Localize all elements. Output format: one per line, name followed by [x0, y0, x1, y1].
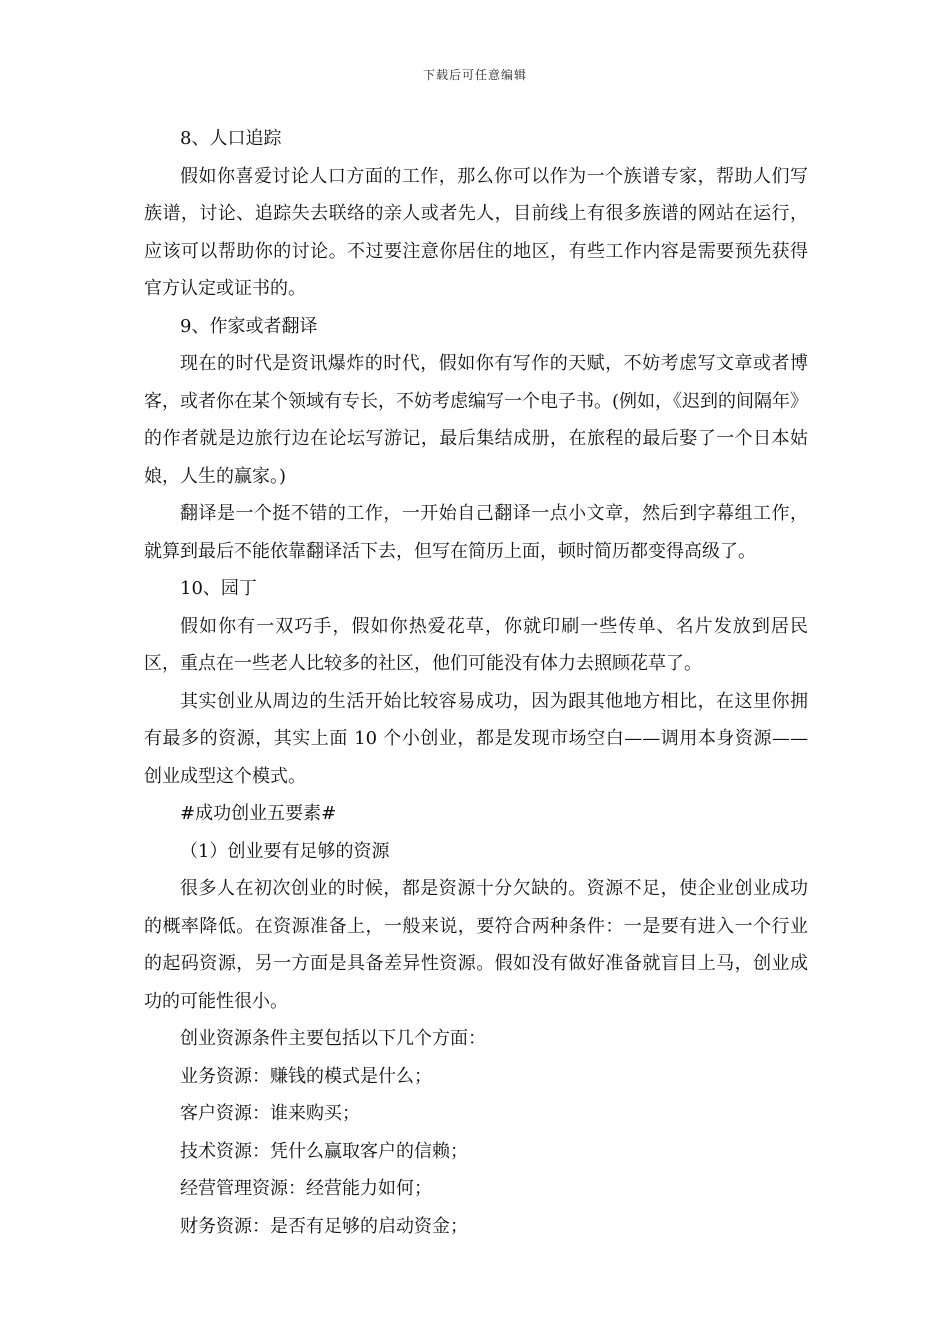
heading-gardener: 10、园丁 — [180, 578, 257, 599]
heading-population-tracking: 8、人口追踪 — [180, 128, 282, 149]
paragraph-genealogy: 假如你喜爱讨论人口方面的工作，那么你可以作为一个族谱专家，帮助人们写族谱，讨论、追踪失去联络的亲人或者先人，目前线上有很多族谱的网站在运行，应该可以帮助你的讨论。不过要注意你居住的地区，有些工作内容是需要预先获得官方认定或证书的。 — [144, 165, 808, 299]
paragraph-summary: 其实创业从周边的生活开始比较容易成功，因为跟其他地方相比，在这里你拥有最多的资源，其实上面 10 个小创业，都是发现市场空白——调用本身资源——创业成型这个模式。 — [144, 690, 808, 787]
list-item-business: 业务资源：赚钱的模式是什么； — [180, 1065, 432, 1087]
list-item-technology: 技术资源：凭什么赢取客户的信赖； — [180, 1140, 468, 1162]
subheading-resources: （1）创业要有足够的资源 — [180, 840, 390, 862]
heading-five-elements: #成功创业五要素# — [180, 803, 337, 824]
list-item-customer: 客户资源：谁来购买； — [180, 1103, 360, 1124]
list-item-finance: 财务资源：是否有足够的启动资金； — [180, 1215, 468, 1237]
paragraph-gardener: 假如你有一双巧手，假如你热爱花草，你就印刷一些传单、名片发放到居民区，重点在一些老人比较多的社区，他们可能没有体力去照顾花草了。 — [144, 615, 808, 674]
paragraph-resources: 很多人在初次创业的时候，都是资源十分欠缺的。资源不足，使企业创业成功的概率降低。在资源准备上，一般来说，要符合两种条件：一是要有进入一个行业的起码资源，另一方面是具备差异性资源。假如没有做好准备就盲目上马，创业成功的可能性很小。 — [144, 878, 808, 1012]
heading-writer-translator: 9、作家或者翻译 — [180, 315, 318, 337]
paragraph-translation: 翻译是一个挺不错的工作，一开始自己翻译一点小文章，然后到字幕组工作，就算到最后不能依靠翻译活下去，但写在简历上面，顿时简历都变得高级了。 — [144, 503, 808, 562]
page-header: 下载后可任意编辑 — [422, 68, 527, 82]
paragraph-writing: 现在的时代是资讯爆炸的时代，假如你有写作的天赋，不妨考虑写文章或者博客，或者你在某个领域有专长，不妨考虑编写一个电子书。(例如，《迟到的间隔年》的作者就是边旅行边在论坛写游记，最后集结成册，在旅程的最后娶了一个日本姑娘，人生的赢家。) — [144, 353, 809, 487]
document-body — [144, 120, 808, 1245]
list-item-management: 经营管理资源：经营能力如何； — [180, 1178, 432, 1199]
list-intro: 创业资源条件主要包括以下几个方面： — [180, 1028, 486, 1049]
